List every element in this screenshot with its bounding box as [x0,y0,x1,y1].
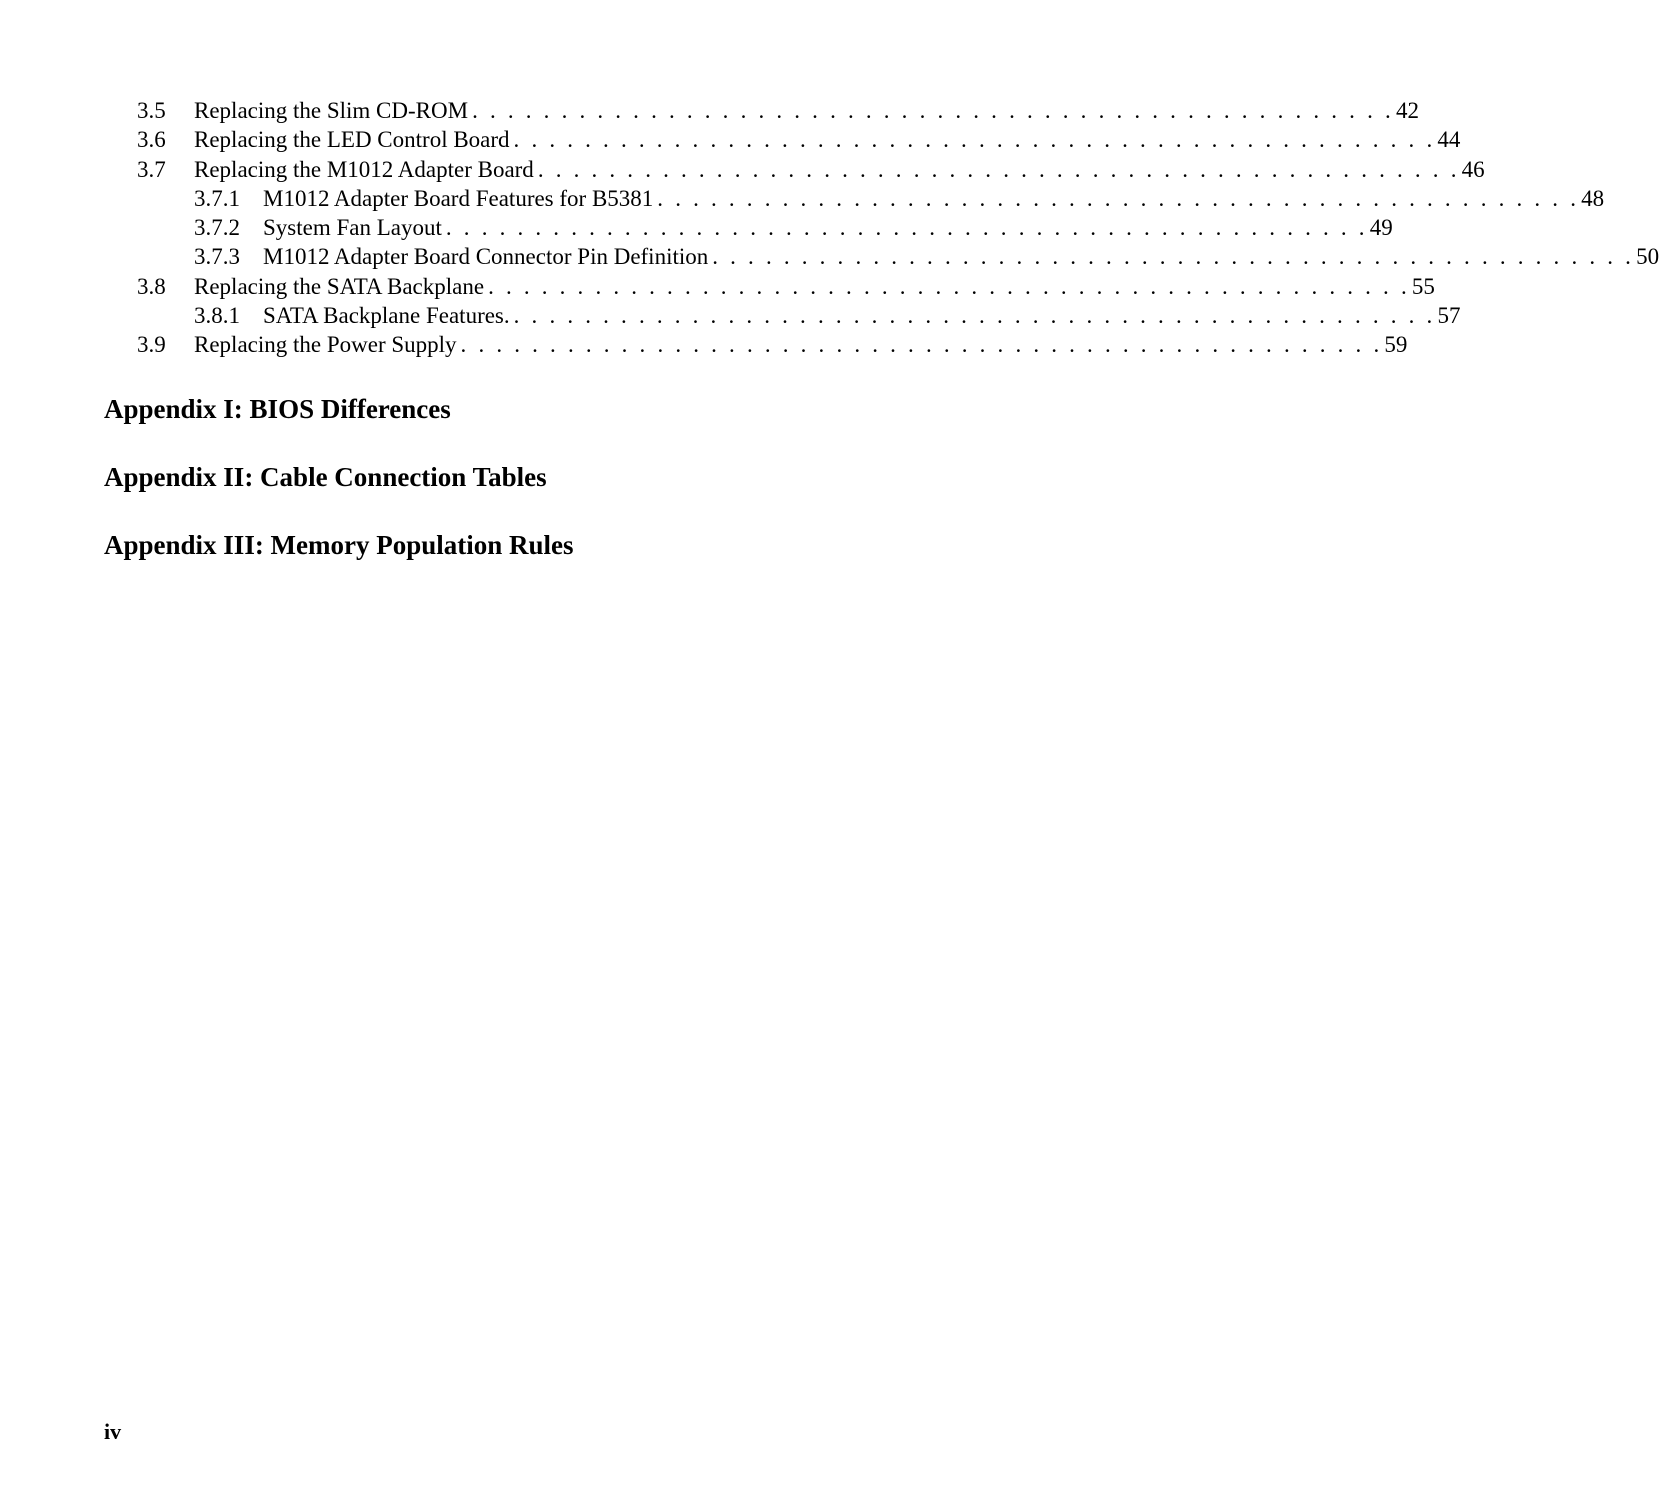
toc-entry[interactable] [137,125,1461,154]
toc-entry[interactable] [137,184,1605,213]
toc-leader-dots: . . . . . . . . . . . . . . . . . . . . . . . . . . . . . . . . . . . . . . . . . . . . . . . . . . . . [513,303,1436,329]
toc-entry[interactable] [137,301,1461,330]
footer-page-number: iv [104,1419,122,1444]
toc-entry-number: 3.9 [137,332,166,358]
toc-leader-dots: . . . . . . . . . . . . . . . . . . . . . . . . . . . . . . . . . . . . . . . . . . . . . . . . . . . . [537,156,1460,182]
toc-entry[interactable] [137,330,1408,359]
toc-entry-title: Replacing the Slim CD-ROM [194,96,472,125]
toc-leader-dots: . . . . . . . . . . . . . . . . . . . . . . . . . . . . . . . . . . . . . . . . . . . . . . . . . . . . [445,215,1368,241]
toc-leader-dots: . . . . . . . . . . . . . . . . . . . . . . . . . . . . . . . . . . . . . . . . . . . . . . . . . . . . [488,273,1410,299]
toc-entry[interactable] [137,96,1419,125]
toc-entry[interactable] [137,155,1485,184]
toc-entry-title: M1012 Adapter Board Connector Pin Definition [263,242,712,271]
toc-leader-dots: . . . . . . . . . . . . . . . . . . . . . . . . . . . . . . . . . . . . . . . . . . . . . . . . . . . . [513,127,1436,153]
toc-entry-number: 3.7.3 [194,244,240,270]
toc-leader-dots: . . . . . . . . . . . . . . . . . . . . . . . . . . . . . . . . . . . . . . . . . . . . . . . . . . . . [712,244,1635,270]
toc-entry-title: System Fan Layout [263,213,446,242]
toc-entry-page: 49 [1369,215,1393,241]
toc-entry-title: Replacing the M1012 Adapter Board [194,155,538,184]
toc-entry-number: 3.8 [137,273,166,299]
toc-leader-dots: . . . . . . . . . . . . . . . . . . . . . . . . . . . . . . . . . . . . . . . . . . . . . . . . . . . . [472,98,1394,123]
toc-entry-number: 3.7.2 [194,215,240,241]
table-of-contents [137,96,1659,360]
toc-entry-page: 44 [1437,127,1461,153]
toc-entry[interactable] [137,242,1659,271]
toc-entry-number: 3.6 [137,127,166,153]
toc-entry-page: 57 [1437,303,1461,329]
toc-entry-number: 3.5 [137,98,166,123]
toc-entry-page: 46 [1461,156,1485,182]
toc-entry-title: M1012 Adapter Board Features for B5381 [263,184,657,213]
toc-entry-page: 42 [1395,98,1419,123]
toc-entry-title: SATA Backplane Features. [263,301,514,330]
toc-entry-title: Replacing the LED Control Board [194,125,514,154]
toc-leader-dots: . . . . . . . . . . . . . . . . . . . . . . . . . . . . . . . . . . . . . . . . . . . . . . . . . . . . [657,185,1580,211]
toc-entry-page: 48 [1581,185,1605,211]
appendix-heading-3[interactable]: Appendix III: Memory Population Rules [104,530,574,560]
toc-entry-page: 55 [1411,273,1435,299]
toc-entry-title: Replacing the Power Supply [194,330,461,359]
appendix-heading-1[interactable]: Appendix I: BIOS Differences [104,394,451,424]
toc-entry-title: Replacing the SATA Backplane [194,272,488,301]
toc-entry-number: 3.7.1 [194,185,240,211]
toc-entry[interactable] [137,272,1435,301]
toc-entry[interactable] [137,213,1393,242]
toc-entry-page: 50 [1636,244,1659,270]
toc-entry-number: 3.7 [137,156,166,182]
toc-entry-number: 3.8.1 [194,303,240,329]
appendix-heading-2[interactable]: Appendix II: Cable Connection Tables [104,462,547,492]
toc-leader-dots: . . . . . . . . . . . . . . . . . . . . . . . . . . . . . . . . . . . . . . . . . . . . . . . . . . . . [460,332,1383,358]
toc-entry-page: 59 [1384,332,1408,358]
